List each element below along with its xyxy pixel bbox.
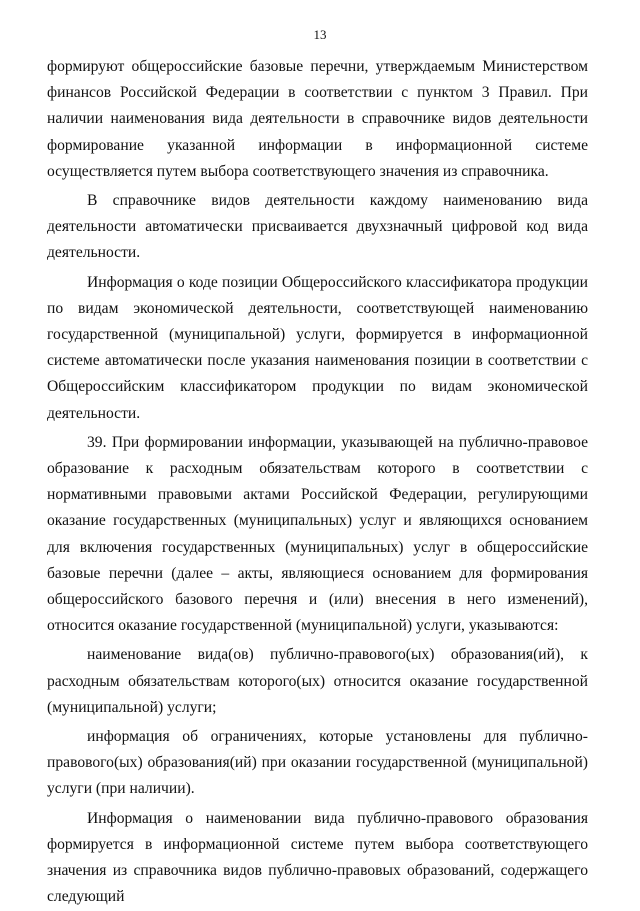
paragraph-1: формируют общероссийские базовые перечни, утверждаемым Министерством финансов Российской Федерации в соответствии с пунктом 3 Правил. При наличии наименования вида деятельности в справочнике видов деятельности формирование указанной информации в информационной системе осуществляется путем выбора соответствующего значения из справочника.: [47, 58, 588, 180]
document-body: [47, 54, 588, 911]
paragraph-5: наименование вида(ов) публично-правового(ых) образования(ий), к расходным обязательствам которого(ых) относится оказание государственной (муниципальной) услуги;: [47, 646, 588, 716]
page-number: 13: [313, 27, 327, 42]
paragraph-7: Информация о наименовании вида публично-правового образования формируется в информационной системе путем выбора соответствующего значения из справочника видов публично-правовых образований, содержащего следующий: [47, 809, 588, 906]
paragraph-6: информация об ограничениях, которые установлены для публично-правового(ых) образования(ий) при оказании государственной (муниципальной) услуги (при наличии).: [47, 728, 588, 798]
paragraph-4: 39. При формировании информации, указывающей на публично-правовое образование к расходным обязательствам которого в соответствии с нормативными правовыми актами Российской Федерации, регулирующими оказание государственных (муниципальных) услуг и являющихся основанием для включения государственных (муниципальных) услуг в общероссийские базовые перечни (далее – акты, являющиеся основанием для формирования общероссийского базового перечня и (или) внесения в него изменений), относится оказание государственной (муниципальной) услуги, указываются:: [47, 433, 588, 635]
paragraph-3: Информация о коде позиции Общероссийского классификатора продукции по видам экономической деятельности, соответствующей наименованию государственной (муниципальной) услуги, формируется в информационной системе автоматически после указания наименования позиции в соответствии с Общероссийским классификатором продукции по видам экономической деятельности.: [47, 273, 588, 422]
paragraph-2: В справочнике видов деятельности каждому наименованию вида деятельности автоматически присваивается двухзначный цифровой код вида деятельности.: [47, 192, 588, 262]
